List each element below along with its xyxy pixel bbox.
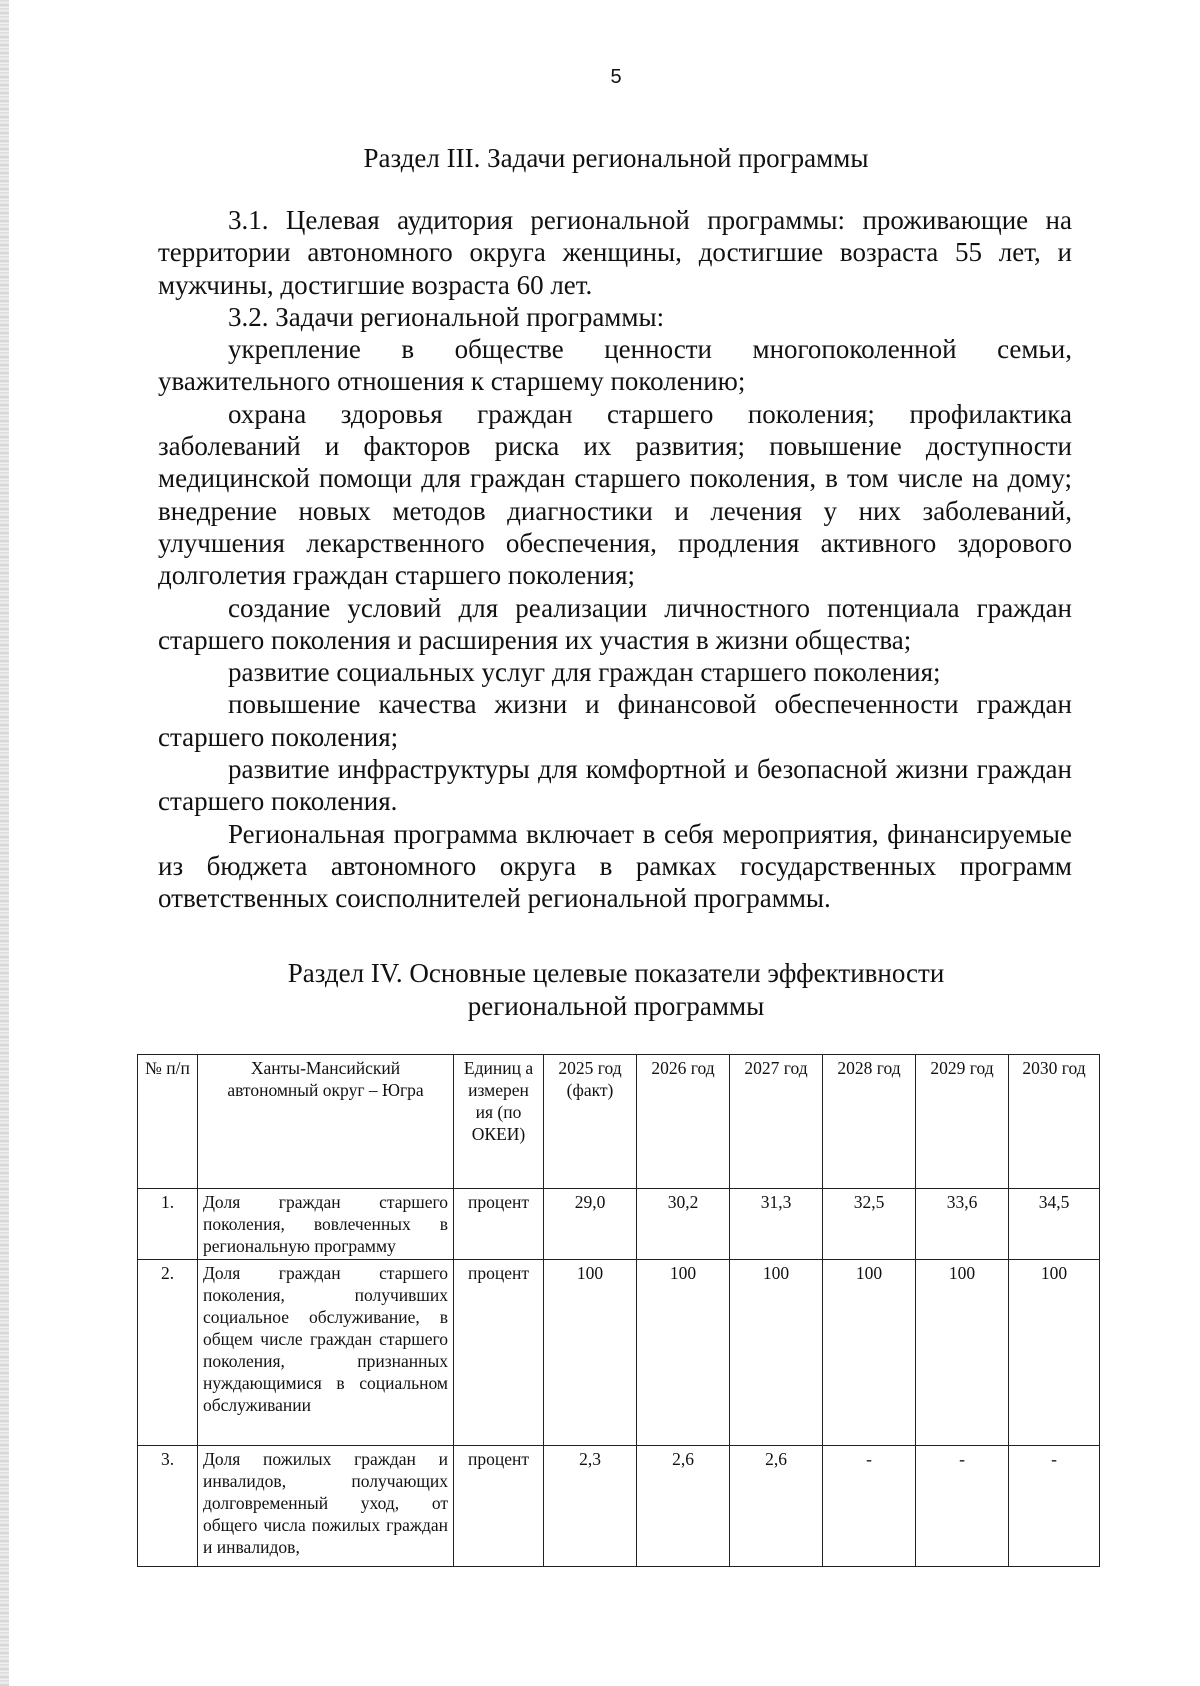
task-personal-potential: создание условий для реализации личностного потенциала граждан старшего поколения и расширения их участия в жизни общества; — [158, 592, 1072, 655]
table-row — [138, 1260, 1100, 1446]
task-health: охрана здоровья граждан старшего поколения; профилактика заболеваний и факторов риска их развития; повышение доступности медицинской помощи для граждан старшего поколения, в том числе на дому; внедрение новых методов диагностики и лечения у них заболеваний, улучшения лекарственного обеспечения, продления активного здорового долголетия граждан старшего поколения; — [158, 398, 1072, 591]
value-2030: 34,5 — [1009, 1189, 1100, 1260]
row-number: 3. — [138, 1446, 198, 1567]
section-4-title-line-2: региональной программы — [467, 991, 765, 1021]
section-4-title-line-1: Раздел IV. Основные целевые показатели эффективности — [287, 958, 945, 988]
paragraph-3-2: 3.2. Задачи региональной программы: — [228, 301, 665, 332]
paragraph-3-1: 3.1. Целевая аудитория региональной программы: проживающие на территории автономного округа женщины, достигшие возраста 55 лет, и мужчины, достигшие возраста 60 лет. — [158, 205, 1072, 300]
section-4-title — [160, 957, 1072, 1023]
value-2028: 32,5 — [823, 1189, 916, 1260]
value-2025: 29,0 — [544, 1189, 637, 1260]
indicator-name: Доля граждан старшего поколения, получивших социальное обслуживание, в общем числе граждан старшего поколения, признанных нуждающимися в социальном обслуживании — [198, 1260, 454, 1446]
task-infrastructure: развитие инфраструктуры для комфортной и безопасной жизни граждан старшего поколения. — [158, 754, 1072, 817]
header-2025: 2025 год (факт) — [544, 1055, 637, 1189]
value-2025: 2,3 — [544, 1446, 637, 1567]
table-row — [138, 1446, 1100, 1567]
header-2026: 2026 год — [637, 1055, 730, 1189]
header-num: № п/п — [138, 1055, 198, 1189]
table-header-row — [138, 1055, 1100, 1189]
row-number: 2. — [138, 1260, 198, 1446]
value-2027: 100 — [730, 1260, 823, 1446]
scan-edge — [0, 0, 9, 1686]
header-2027: 2027 год — [730, 1055, 823, 1189]
task-social-services: развитие социальных услуг для граждан старшего поколения; — [228, 657, 941, 688]
table-row — [138, 1189, 1100, 1260]
header-2028: 2028 год — [823, 1055, 916, 1189]
indicator-unit: процент — [454, 1446, 544, 1567]
indicator-unit: процент — [454, 1260, 544, 1446]
indicator-unit: процент — [454, 1189, 544, 1260]
indicator-name: Доля пожилых граждан и инвалидов, получающих долговременный уход, от общего числа пожилых граждан и инвалидов, — [198, 1446, 454, 1567]
value-2028: - — [823, 1446, 916, 1567]
task-family-values: укрепление в обществе ценности многопоколенной семьи, уважительного отношения к старшему поколению; — [158, 334, 1072, 397]
header-2029: 2029 год — [916, 1055, 1009, 1189]
indicators-table — [137, 1054, 1100, 1567]
value-2029: 100 — [916, 1260, 1009, 1446]
value-2025: 100 — [544, 1260, 637, 1446]
value-2030: 100 — [1009, 1260, 1100, 1446]
header-2030: 2030 год — [1009, 1055, 1100, 1189]
value-2029: 33,6 — [916, 1189, 1009, 1260]
section-3-body — [158, 204, 1072, 915]
indicator-name: Доля граждан старшего поколения, вовлеченных в региональную программу — [198, 1189, 454, 1260]
row-number: 1. — [138, 1189, 198, 1260]
value-2026: 100 — [637, 1260, 730, 1446]
task-quality-of-life: повышение качества жизни и финансовой обеспеченности граждан старшего поколения; — [158, 689, 1072, 752]
header-unit: Единиц а измерен ия (по ОКЕИ) — [454, 1055, 544, 1189]
program-funding-note: Региональная программа включает в себя мероприятия, финансируемые из бюджета автономного округа в рамках государственных программ ответственных соисполнителей региональной программы. — [158, 818, 1072, 914]
value-2028: 100 — [823, 1260, 916, 1446]
value-2030: - — [1009, 1446, 1100, 1567]
header-region: Ханты-Мансийский автономный округ – Югра — [198, 1055, 454, 1189]
section-3-title: Раздел III. Задачи региональной программы — [363, 143, 869, 173]
page-number: 5 — [610, 66, 622, 88]
value-2027: 2,6 — [730, 1446, 823, 1567]
value-2026: 2,6 — [637, 1446, 730, 1567]
value-2027: 31,3 — [730, 1189, 823, 1260]
value-2029: - — [916, 1446, 1009, 1567]
value-2026: 30,2 — [637, 1189, 730, 1260]
